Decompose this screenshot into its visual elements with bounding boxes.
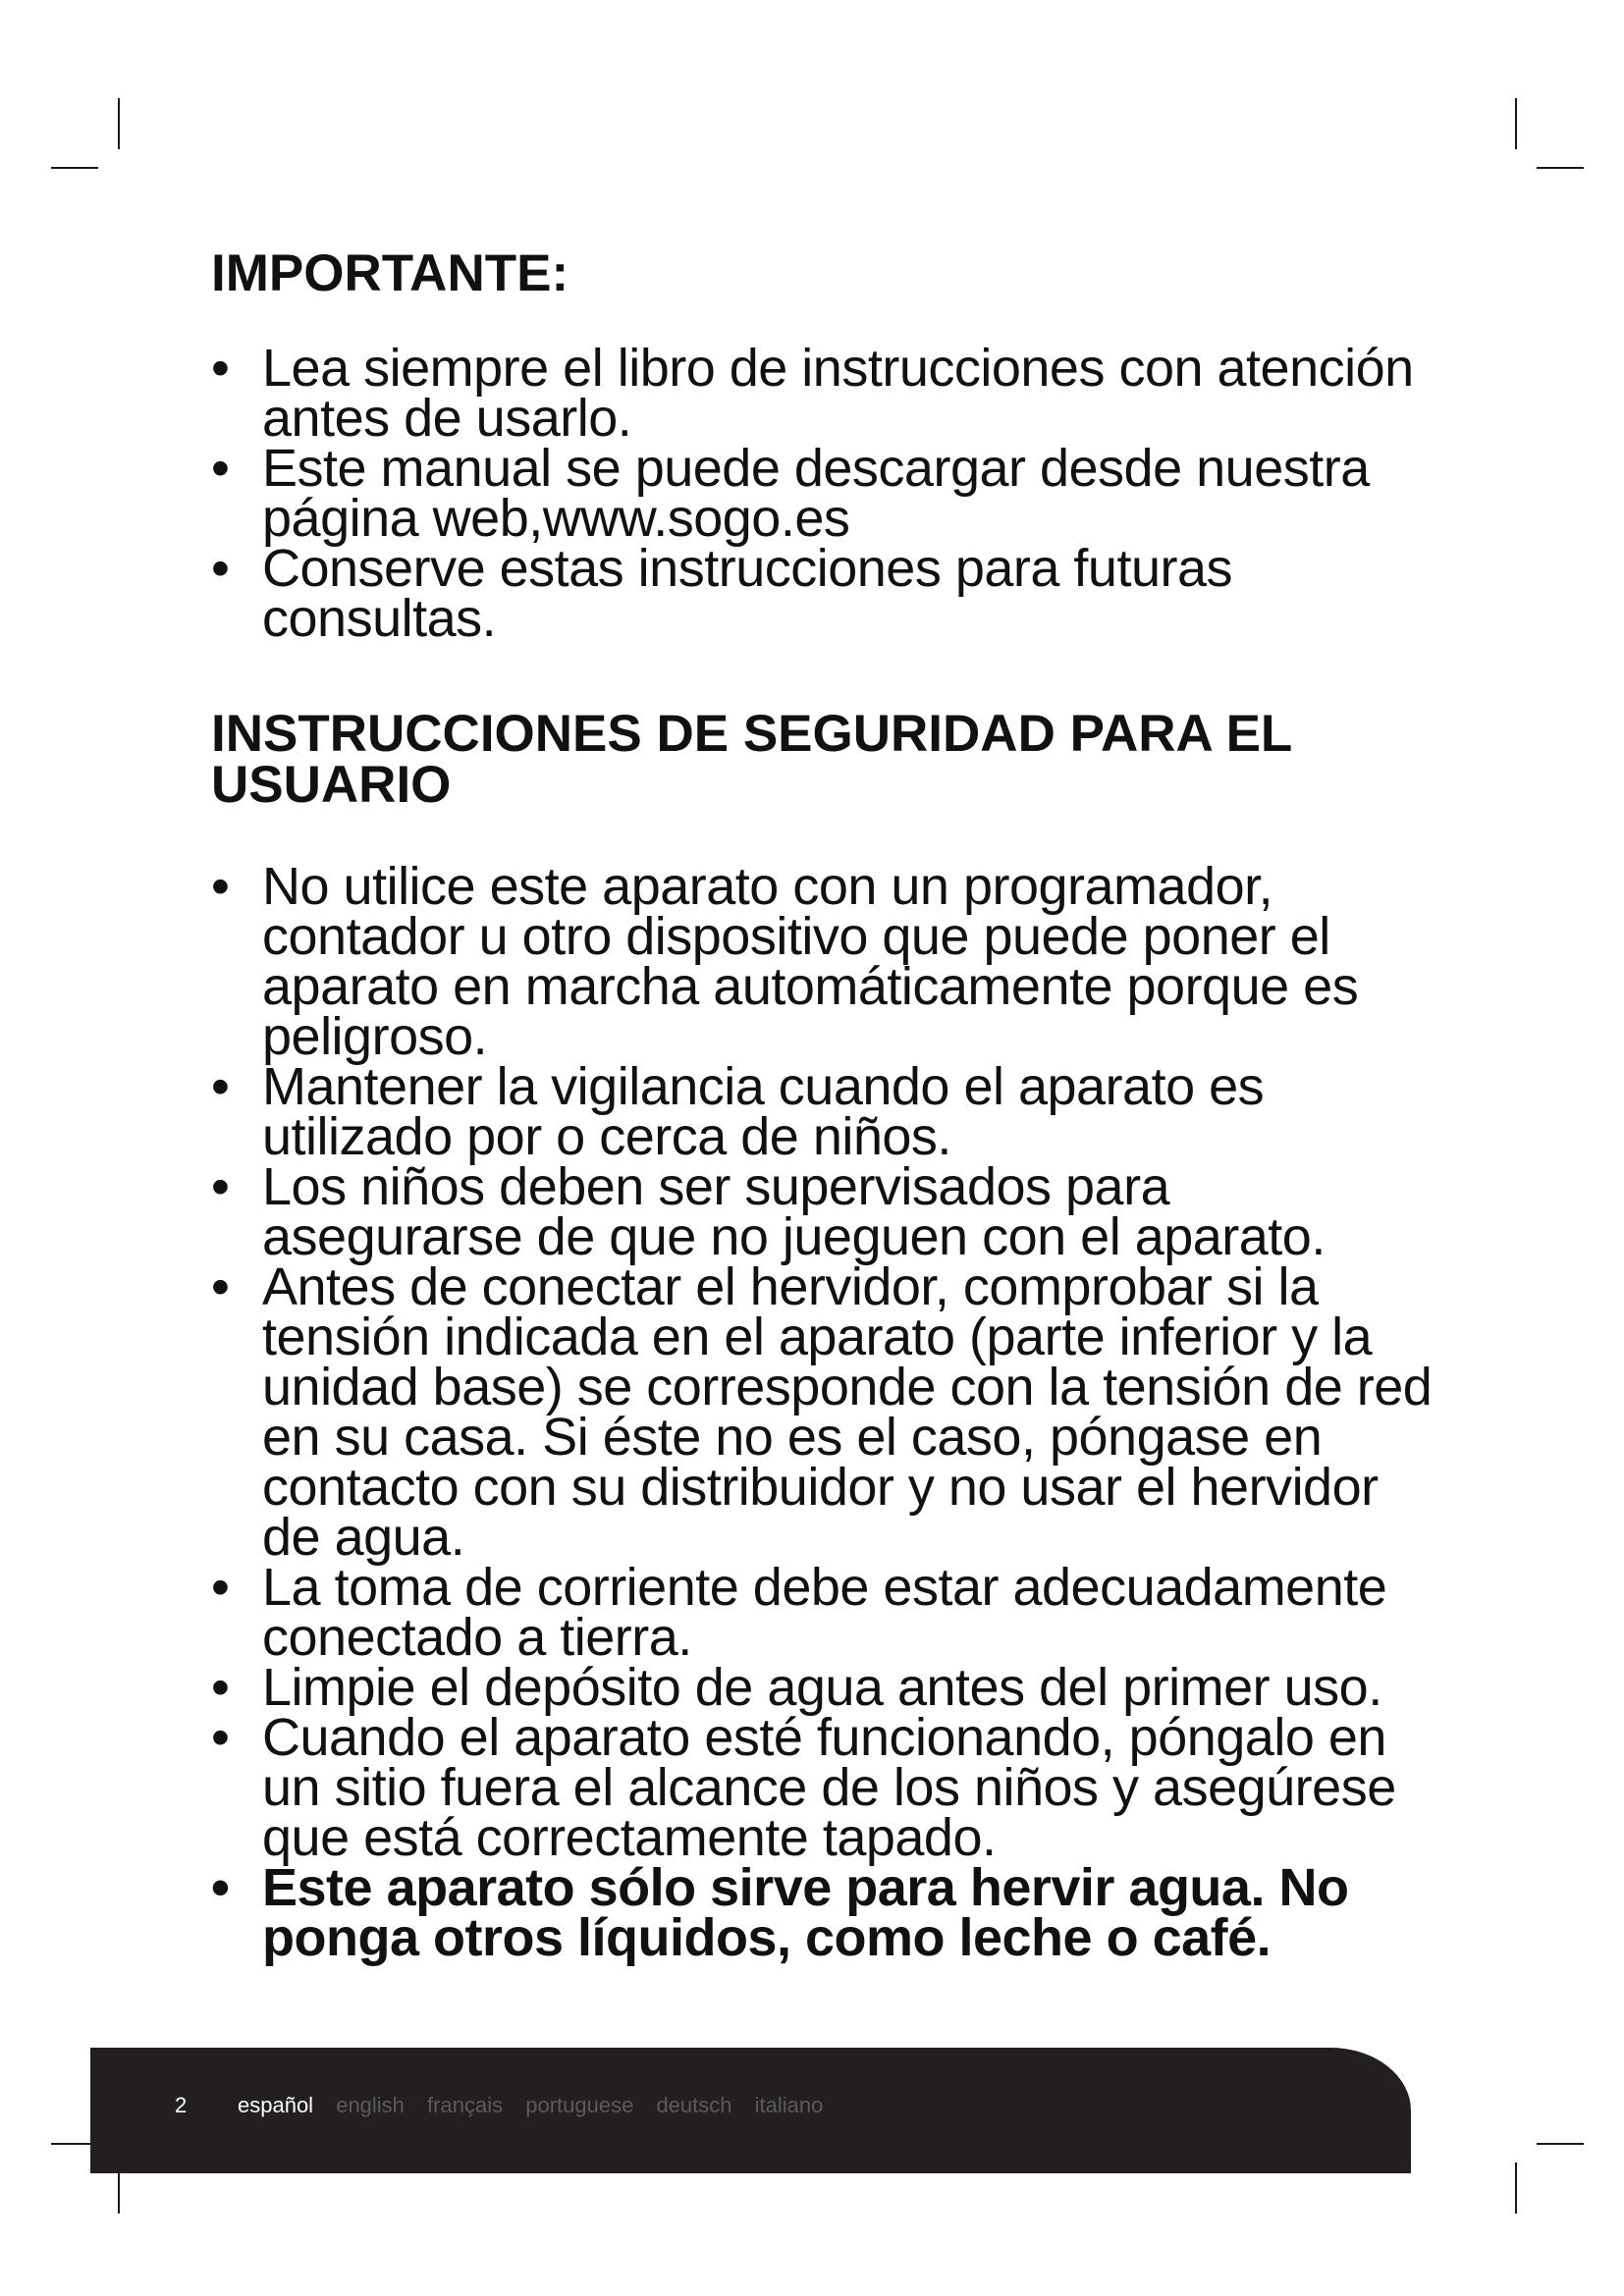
list-item: • La toma de corriente debe estar adecuadamente conectado a tierra. bbox=[211, 1563, 1438, 1663]
page-content bbox=[211, 244, 1438, 1967]
list-item: • No utilice este aparato con un programador, contador u otro dispositivo que puede poner el aparato en marcha automáticamente porque es peligroso. bbox=[211, 862, 1438, 1062]
crop-mark bbox=[1537, 167, 1584, 169]
list-item: • Conserve estas instrucciones para futuras consultas. bbox=[211, 544, 1438, 644]
crop-mark bbox=[1515, 98, 1517, 149]
lang-english[interactable]: english bbox=[336, 2093, 405, 2117]
lang-espanol[interactable]: español bbox=[238, 2093, 314, 2117]
list-item: • Antes de conectar el hervidor, comprobar si la tensión indicada en el aparato (parte inferior y la unidad base) se corresponde con la tensión de red en su casa. Si éste no es el caso, póngase en contacto con su distribuidor y no usar el hervidor de agua. bbox=[211, 1262, 1438, 1563]
language-nav bbox=[238, 2093, 839, 2118]
list-item: • Mantener la vigilancia cuando el aparato es utilizado por o cerca de niños. bbox=[211, 1062, 1438, 1162]
list-item: • Los niños deben ser supervisados para asegurarse de que no jueguen con el aparato. bbox=[211, 1162, 1438, 1262]
lang-deutsch[interactable]: deutsch bbox=[656, 2093, 732, 2117]
important-heading: IMPORTANTE: bbox=[211, 244, 569, 302]
list-item: • Cuando el aparato esté funcionando, póngalo en un sitio fuera el alcance de los niños y asegúrese que está correctamente tapado. bbox=[211, 1713, 1438, 1863]
footer-bar bbox=[90, 2048, 1411, 2173]
lang-francais[interactable]: français bbox=[427, 2093, 504, 2117]
lang-italiano[interactable]: italiano bbox=[754, 2093, 824, 2117]
list-item: • Este manual se puede descargar desde nuestra página web,www.sogo.es bbox=[211, 444, 1438, 544]
crop-mark bbox=[1537, 2143, 1584, 2145]
safety-list bbox=[211, 857, 1438, 1967]
list-item-warning: • Este aparato sólo sirve para hervir agua. No ponga otros líquidos, como leche o café. bbox=[211, 1863, 1438, 1963]
list-item: • Lea siempre el libro de instrucciones con atención antes de usarlo. bbox=[211, 344, 1438, 444]
crop-mark bbox=[51, 167, 98, 169]
crop-mark bbox=[118, 98, 120, 149]
important-list bbox=[211, 339, 1438, 648]
list-item: • Limpie el depósito de agua antes del primer uso. bbox=[211, 1663, 1438, 1713]
safety-heading: INSTRUCCIONES DE SEGURIDAD PARA EL USUARIO bbox=[211, 705, 1292, 814]
crop-mark bbox=[1515, 2163, 1517, 2214]
lang-portuguese[interactable]: portuguese bbox=[525, 2093, 634, 2117]
page-number: 2 bbox=[175, 2093, 188, 2117]
